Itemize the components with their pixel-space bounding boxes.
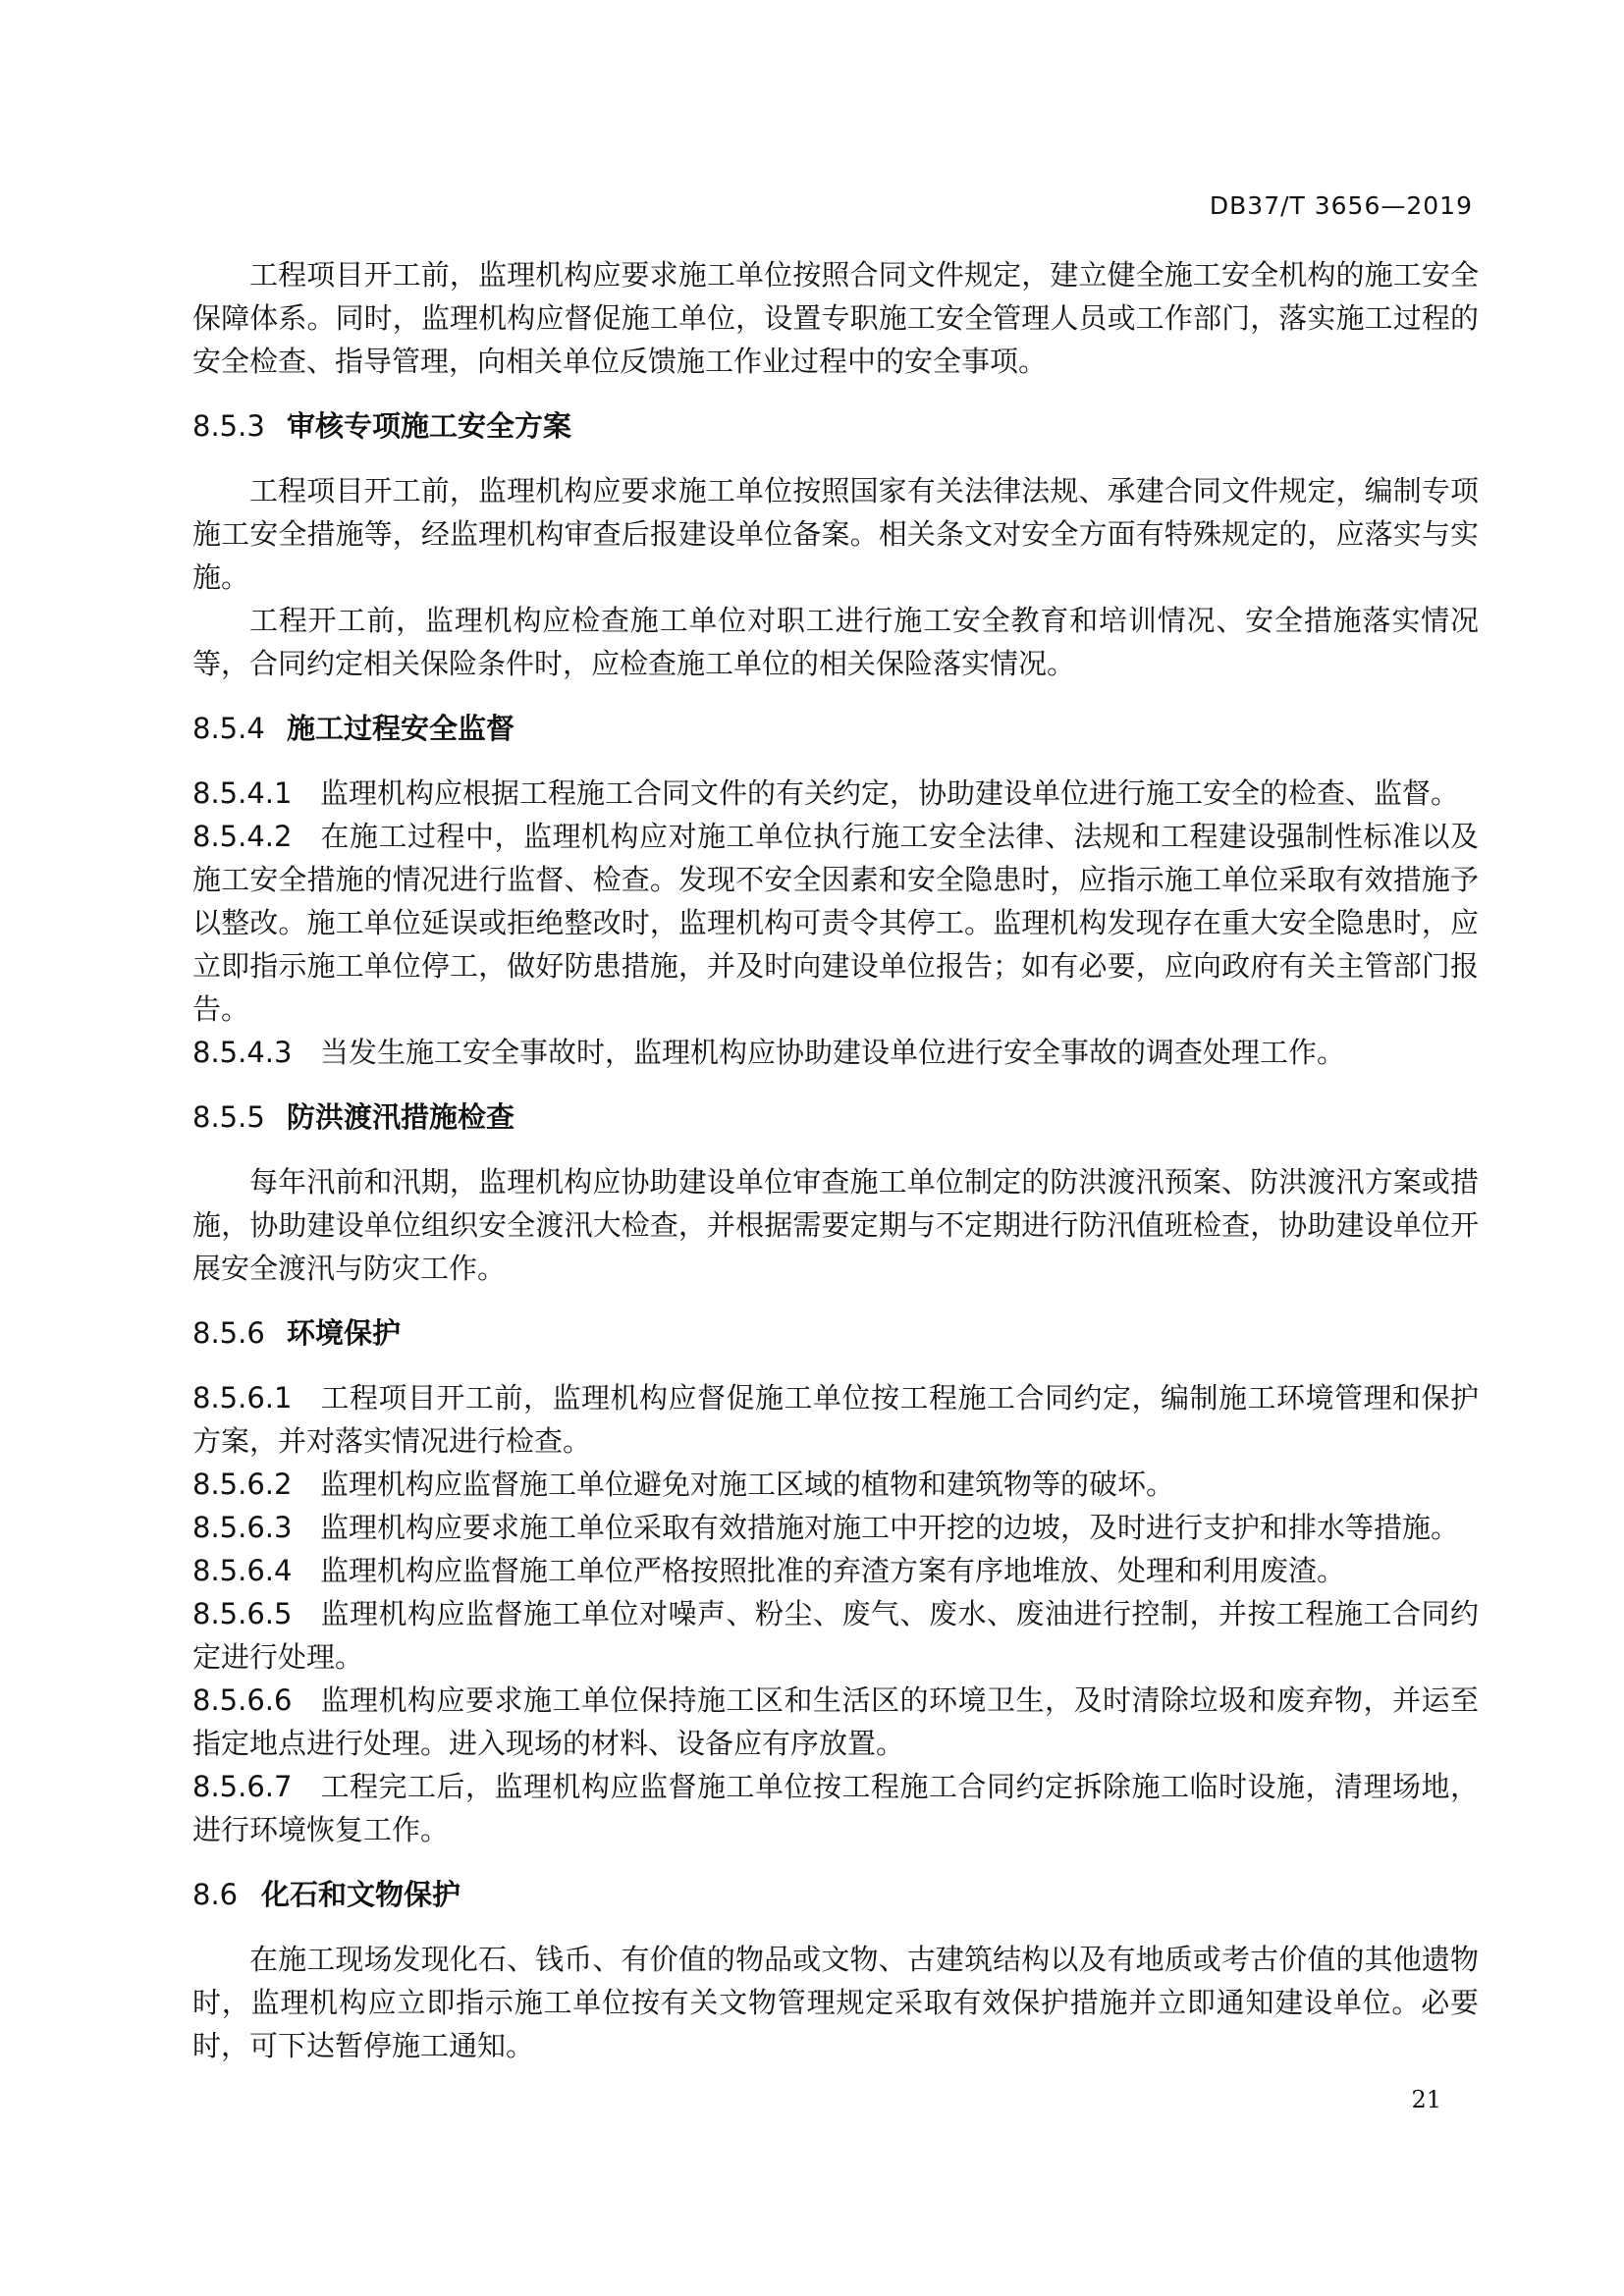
section-heading-8-5-3 [192, 404, 1479, 448]
clause-8-5-6-3 [192, 1506, 1479, 1549]
clause-number: 8.5.6.3 [192, 1511, 293, 1544]
page-number: 21 [1411, 2086, 1441, 2113]
clause-number: 8.5.6.7 [192, 1770, 293, 1803]
clause-number: 8.5.4.2 [192, 820, 293, 853]
clause-number: 8.5.4.3 [192, 1036, 293, 1069]
clause-text: 监理机构应监督施工单位避免对施工区域的植物和建筑物等的破坏。 [320, 1468, 1175, 1501]
clause-text: 监理机构应监督施工单位严格按照批准的弃渣方案有序地堆放、处理和利用废渣。 [320, 1554, 1346, 1587]
paragraph: 工程项目开工前，监理机构应要求施工单位按照合同文件规定，建立健全施工安全机构的施工安全保障体系。同时，监理机构应督促施工单位，设置专职施工安全管理人员或工作部门，落实施工过程的安全检查、指导管理，向相关单位反馈施工作业过程中的安全事项。 [192, 258, 1479, 378]
section-number: 8.5.3 [192, 409, 265, 443]
clause-text: 工程项目开工前，监理机构应督促施工单位按工程施工合同约定，编制施工环境管理和保护方案，并对落实情况进行检查。 [192, 1381, 1479, 1458]
clause-number: 8.5.6.5 [192, 1597, 293, 1630]
clause-8-5-4-1 [192, 772, 1479, 815]
section-number: 8.5.6 [192, 1316, 265, 1350]
section-title: 防洪渡汛措施检查 [287, 1100, 515, 1134]
document-code: DB37/T 3656—2019 [1209, 191, 1473, 220]
paragraph: 工程项目开工前，监理机构应要求施工单位按照国家有关法律法规、承建合同文件规定，编制专项施工安全措施等，经监理机构审查后报建设单位备案。相关条文对安全方面有特殊规定的，应落实与实施。 [192, 474, 1479, 594]
clause-text: 监理机构应要求施工单位采取有效措施对施工中开挖的边坡，及时进行支护和排水等措施。 [320, 1511, 1460, 1544]
clause-8-5-4-2 [192, 815, 1479, 1031]
clause-number: 8.5.6.2 [192, 1468, 293, 1501]
section-title: 审核专项施工安全方案 [287, 409, 572, 443]
clause-text: 监理机构应要求施工单位保持施工区和生活区的环境卫生，及时清除垃圾和废弃物，并运至指定地点进行处理。进入现场的材料、设备应有序放置。 [192, 1683, 1479, 1760]
clause-number: 8.5.6.4 [192, 1554, 293, 1587]
section-heading-8-5-4 [192, 707, 1479, 750]
section-number: 8.5.5 [192, 1100, 265, 1134]
paragraph: 工程开工前，监理机构应检查施工单位对职工进行施工安全教育和培训情况、安全措施落实情况等，合同约定相关保险条件时，应检查施工单位的相关保险落实情况。 [192, 604, 1479, 680]
clause-text: 监理机构应根据工程施工合同文件的有关约定，协助建设单位进行施工安全的检查、监督。 [320, 776, 1460, 810]
paragraph: 每年汛前和汛期，监理机构应协助建设单位审查施工单位制定的防洪渡汛预案、防洪渡汛方案或措施，协助建设单位组织安全渡汛大检查，并根据需要定期与不定期进行防汛值班检查，协助建设单位开展安全渡汛与防灾工作。 [192, 1165, 1479, 1285]
document-body [192, 253, 1479, 2067]
clause-8-5-4-3 [192, 1031, 1479, 1074]
section-heading-8-5-6 [192, 1311, 1479, 1355]
clause-number: 8.5.4.1 [192, 776, 293, 810]
clause-text: 工程完工后，监理机构应监督施工单位按工程施工合同约定拆除施工临时设施，清理场地，进行环境恢复工作。 [192, 1770, 1479, 1846]
clause-number: 8.5.6.6 [192, 1683, 293, 1717]
clause-text: 在施工过程中，监理机构应对施工单位执行施工安全法律、法规和工程建设强制性标准以及施工安全措施的情况进行监督、检查。发现不安全因素和安全隐患时，应指示施工单位采取有效措施予以整改。施工单位延误或拒绝整改时，监理机构可责令其停工。监理机构发现存在重大安全隐患时，应立即指示施工单位停工，做好防患措施，并及时向建设单位报告；如有必要，应向政府有关主管部门报告。 [192, 820, 1479, 1026]
clause-8-5-6-7 [192, 1765, 1479, 1851]
section-heading-8-5-5 [192, 1095, 1479, 1139]
section-title: 环境保护 [287, 1316, 402, 1350]
clause-number: 8.5.6.1 [192, 1381, 293, 1415]
clause-8-5-6-4 [192, 1549, 1479, 1592]
clause-8-5-6-5 [192, 1592, 1479, 1679]
clause-8-5-6-1 [192, 1376, 1479, 1463]
section-number: 8.6 [192, 1878, 239, 1911]
section-number: 8.5.4 [192, 712, 265, 745]
clause-8-5-6-6 [192, 1679, 1479, 1765]
section-heading-8-6 [192, 1873, 1479, 1916]
clause-text: 当发生施工安全事故时，监理机构应协助建设单位进行安全事故的调查处理工作。 [320, 1036, 1346, 1069]
paragraph: 在施工现场发现化石、钱币、有价值的物品或文物、古建筑结构以及有地质或考古价值的其他遗物时，监理机构应立即指示施工单位按有关文物管理规定采取有效保护措施并立即通知建设单位。必要时，可下达暂停施工通知。 [192, 1943, 1479, 2062]
clause-8-5-6-2 [192, 1463, 1479, 1506]
section-title: 施工过程安全监督 [287, 712, 515, 745]
clause-text: 监理机构应监督施工单位对噪声、粉尘、废气、废水、废油进行控制，并按工程施工合同约定进行处理。 [192, 1597, 1479, 1674]
section-title: 化石和文物保护 [261, 1878, 461, 1911]
